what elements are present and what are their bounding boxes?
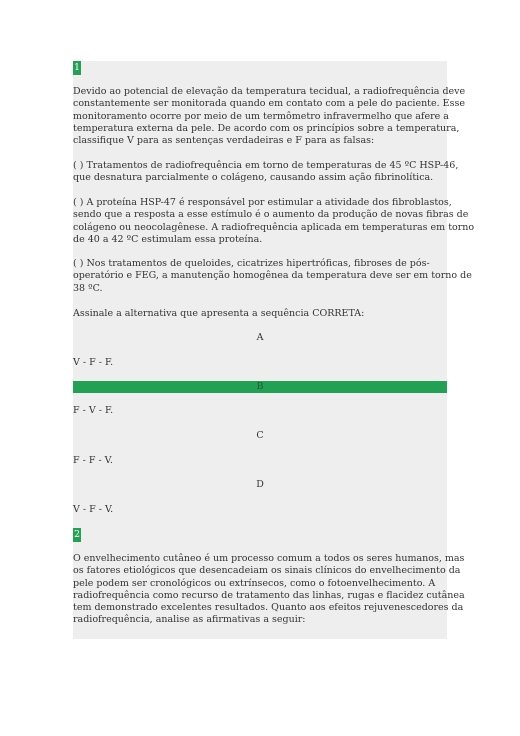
question-2-intro: [73, 553, 465, 627]
intro-line: radiofrequência, analise as afirmativas a seguir:: [73, 614, 306, 626]
statement-line: ( ) A proteína HSP-47 é responsável por estimular a atividade dos fibroblastos,: [73, 197, 452, 208]
option-c-text[interactable]: F - F - V.: [73, 455, 113, 466]
intro-line: pele podem ser cronológicos ou extrínsecos, como o fotoenvelhecimento. A: [73, 577, 436, 589]
intro-line: tem demonstrado excelentes resultados. Quanto aos efeitos rejuvenescedores da: [73, 602, 464, 614]
intro-line: constantemente ser monitorada quando em contato com a pele do paciente. Esse: [73, 98, 465, 110]
option-d-text[interactable]: V - F - V.: [73, 504, 114, 515]
option-b-letter-selected[interactable]: B: [73, 381, 447, 393]
statement-line: que desnatura parcialmente o colágeno, causando assim ação fibrinolítica.: [73, 172, 434, 184]
question-number-2: 2: [73, 529, 81, 540]
question-number-1: 1: [73, 62, 81, 73]
intro-line: monitoramento ocorre por meio de um termômetro infravermelho que afere a: [73, 110, 449, 122]
statement-line: operatório e FEG, a manutenção homogênea da temperatura deve ser em torno de: [73, 270, 472, 282]
intro-line: os fatores etiológicos que desencadeiam os sinais clínicos do envelhecimento da: [73, 565, 461, 577]
intro-line: radiofrequência como recurso de tratamento das linhas, rugas e flacidez cutânea: [73, 589, 465, 601]
statement-1: [73, 160, 459, 185]
question-1-intro: [73, 86, 466, 147]
statement-line: sendo que a resposta a esse estímulo é o aumento da produção de novas fibras de: [73, 209, 469, 221]
question-1-prompt: [73, 308, 447, 320]
option-d-letter[interactable]: D: [256, 479, 264, 490]
option-a-letter[interactable]: A: [256, 332, 264, 343]
option-b-text[interactable]: F - V - F.: [73, 405, 114, 416]
statement-2: [73, 197, 475, 246]
statement-line: de 40 a 42 ºC estimulam essa proteína.: [73, 233, 263, 245]
statement-line: ( ) Tratamentos de radiofrequência em torno de temperaturas de 45 ºC HSP-46,: [73, 160, 459, 171]
statement-line: ( ) Nos tratamentos de queloides, cicatrizes hipertróficas, fibroses de pós-: [73, 258, 430, 269]
intro-line: classifique V para as sentenças verdadeiras e F para as falsas:: [73, 135, 375, 147]
option-c-letter[interactable]: C: [256, 430, 264, 441]
statement-line: 38 ºC.: [73, 282, 103, 294]
intro-line: temperatura externa da pele. De acordo com os princípios sobre a temperatura,: [73, 122, 460, 134]
prompt-text: Assinale a alternativa que apresenta a sequência CORRETA:: [73, 308, 365, 319]
option-a-text[interactable]: V - F - F.: [73, 357, 114, 368]
intro-line: Devido ao potencial de elevação da temperatura tecidual, a radiofrequência deve: [73, 86, 466, 97]
statement-line: colágeno ou neocolagênese. A radiofrequência aplicada em temperaturas em torno: [73, 221, 475, 233]
intro-line: O envelhecimento cutâneo é um processo comum a todos os seres humanos, mas: [73, 553, 465, 564]
statement-3: [73, 258, 472, 295]
